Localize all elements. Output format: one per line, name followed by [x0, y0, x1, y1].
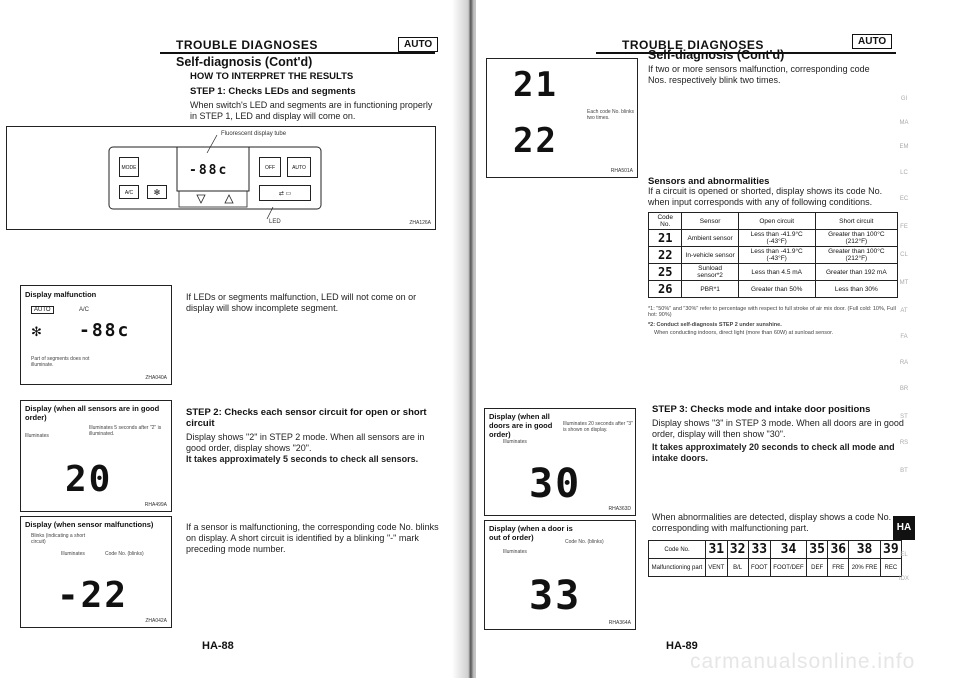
fan-icon: ✻ — [31, 324, 42, 339]
watermark: carmanualsonline.info — [690, 650, 916, 673]
left-auto-badge: AUTO — [398, 37, 438, 52]
index-ma: MA — [899, 120, 909, 126]
malfunction-segments: -88c — [79, 320, 131, 341]
door-code-table — [648, 540, 902, 577]
index-idx: IDX — [898, 576, 909, 582]
panel-display-segments: -88c — [189, 163, 229, 178]
table-row — [649, 264, 898, 281]
cell-code: 25 — [649, 264, 682, 281]
step2-bold: It takes approximately 5 seconds to check all sensors. — [186, 454, 419, 464]
blink-code-top: 21 — [513, 65, 558, 105]
sensor-ref: ZHA042A — [145, 618, 167, 624]
off-button: OFF — [259, 157, 281, 177]
map-part: FRE — [828, 559, 849, 577]
led-callout: LED — [269, 219, 281, 225]
footnote-2: When conducting indoors, direct light (more than 60W) at sunload sensor. — [654, 330, 834, 336]
map-code: 35 — [807, 541, 828, 559]
blink-codes-box — [486, 58, 638, 178]
index-ec: EC — [899, 196, 909, 202]
step3-bold: It takes approximately 20 seconds to check all mode and intake doors. — [652, 442, 895, 463]
footnote-2-bold: *2: Conduct self-diagnosis STEP 2 under sunshine. — [648, 322, 782, 328]
door-fault-callout-right: Code No. (blinks) — [565, 539, 604, 545]
door-fault-title: Display (when a door is out of order) — [489, 524, 573, 542]
col-short: Short circuit — [815, 213, 897, 230]
fluorescent-tube-callout: Fluorescent display tube — [221, 131, 287, 137]
sensor-malfunction-box — [20, 516, 172, 628]
index-lc: LC — [900, 170, 908, 176]
map-part: REC — [880, 559, 901, 577]
cell-sensor: Ambient sensor — [682, 230, 738, 247]
map-code: 38 — [849, 541, 880, 559]
map-code: 39 — [880, 541, 901, 559]
malfunction-box-title: Display malfunction — [25, 290, 97, 299]
left-page — [0, 0, 470, 678]
right-page-number: HA-89 — [666, 640, 698, 652]
cell-open: Less than -41.9°C (-43°F) — [738, 247, 815, 264]
left-header-title: TROUBLE DIAGNOSES — [176, 38, 318, 52]
map-part: B/L — [727, 559, 748, 577]
sensor-code-table — [648, 212, 898, 298]
left-section-title: Self-diagnosis (Cont'd) — [176, 55, 313, 69]
map-part: DEF — [807, 559, 828, 577]
figure1-ref: ZHA126A — [409, 220, 431, 226]
map-part: 20% FRE — [849, 559, 880, 577]
cell-open: Greater than 50% — [738, 281, 815, 298]
index-em: EM — [899, 144, 909, 150]
index-el: EL — [900, 552, 908, 558]
index-fa: FA — [900, 334, 908, 340]
sensor-box-title: Display (when sensor malfunctions) — [25, 520, 154, 529]
ha-section-tab: HA — [893, 516, 915, 540]
index-gi: GI — [900, 96, 908, 102]
blink-note: Each code No. blinks two times. — [587, 109, 634, 121]
sensor-callout-illum: Illuminates — [61, 551, 85, 557]
blink-ref: RHA501A — [610, 168, 633, 174]
step2-body: Display shows "2" in STEP 2 mode. When all sensors are in good order, display shows "20". — [186, 432, 425, 453]
index-br: BR — [899, 386, 909, 392]
doors-callout-right: Illuminates 20 seconds after "3" is shown on display. — [563, 421, 633, 433]
right-section-title: Self-diagnosis (Cont'd) — [648, 48, 785, 62]
control-panel-drawing — [7, 127, 437, 231]
auto-button: AUTO — [287, 157, 311, 177]
good-ref: RHA499A — [144, 502, 167, 508]
map-part: FOOT/DEF — [770, 559, 806, 577]
door-fault-code-display: 33 — [529, 573, 582, 619]
doors-ref: RHA363D — [608, 506, 631, 512]
left-page-number: HA-88 — [202, 640, 234, 652]
malfunction-ref: ZHA040A — [145, 375, 167, 381]
sensors-good-box — [20, 400, 172, 512]
map-code-label: Code No. — [649, 541, 706, 559]
index-rs: RS — [899, 440, 909, 446]
col-open: Open circuit — [738, 213, 815, 230]
mode-button: MODE — [119, 157, 139, 177]
table-row — [649, 281, 898, 298]
malfunction-ac-label: A/C — [79, 307, 90, 313]
cell-code: 22 — [649, 247, 682, 264]
map-code: 31 — [706, 541, 728, 559]
map-part: FOOT — [748, 559, 770, 577]
map-code: 36 — [828, 541, 849, 559]
index-mt: MT — [899, 280, 909, 286]
cell-code: 26 — [649, 281, 682, 298]
sensor-code-display: -22 — [57, 575, 129, 616]
door-fault-callout-left: Illuminates — [503, 549, 527, 555]
index-cl: CL — [900, 252, 908, 258]
index-ra: RA — [899, 360, 909, 366]
good-callout-left: Illuminates — [25, 433, 49, 439]
cell-code: 21 — [649, 230, 682, 247]
table-row — [649, 559, 902, 577]
right-intro: If two or more sensors malfunction, corresponding code Nos. respectively blink two times. — [648, 64, 870, 85]
cell-short: Greater than 100°C (212°F) — [815, 247, 897, 264]
map-part: VENT — [706, 559, 728, 577]
doors-good-box — [484, 408, 636, 516]
map-code: 32 — [727, 541, 748, 559]
ac-button: A/C — [119, 185, 139, 199]
map-code: 34 — [770, 541, 806, 559]
sensor-callout-blink: Blinks (indicating a short circuit) — [31, 533, 86, 545]
cell-sensor: In-vehicle sensor — [682, 247, 738, 264]
step2-title: STEP 2: Checks each sensor circuit for open or short circuit — [186, 407, 427, 429]
left-header-rule — [160, 52, 435, 54]
malfunction-text: If LEDs or segments malfunction, LED will not come on or display will show incomplete segment. — [186, 292, 417, 313]
sensors-title: Sensors and abnormalities — [648, 176, 770, 187]
step1-body: When switch's LED and segments are in functioning properly in STEP 1, LED and display will come on. — [190, 100, 433, 121]
malfunction-note: Part of segments does not illuminate. — [31, 356, 90, 368]
doors-code-display: 30 — [529, 461, 582, 507]
cell-sensor: Sunload sensor*2 — [682, 264, 738, 281]
index-at: AT — [900, 308, 908, 314]
good-callout-right: Illuminates 5 seconds after "2" is illuminated. — [89, 425, 162, 437]
right-page — [476, 0, 960, 678]
map-part-label: Malfunctioning part — [649, 559, 706, 577]
control-panel-figure — [6, 126, 436, 230]
table-row — [649, 247, 898, 264]
doors-box-title: Display (when all doors are in good order) — [489, 412, 553, 439]
good-code-display: 20 — [65, 459, 113, 500]
sensors-body: If a circuit is opened or shorted, display shows its code No. when input corresponds with any of following conditions. — [648, 186, 883, 207]
index-bt: BT — [900, 468, 908, 474]
fan-button: ✻ — [147, 185, 167, 199]
cell-open: Less than 4.5 mA — [738, 264, 815, 281]
right-header-title: TROUBLE DIAGNOSES — [622, 38, 764, 52]
index-st: ST — [900, 414, 908, 420]
doors-callout-left: Illuminates — [503, 439, 527, 445]
col-code: Code No. — [649, 213, 682, 230]
blink-code-bottom: 22 — [513, 121, 558, 161]
malfunction-auto-badge: AUTO — [31, 306, 54, 314]
step3-title: STEP 3: Checks mode and intake door positions — [652, 404, 871, 415]
col-sensor: Sensor — [682, 213, 738, 230]
good-box-title: Display (when all sensors are in good order) — [25, 404, 160, 422]
sensor-text: If a sensor is malfunctioning, the corresponding code No. blinks on display. A short circuit is identified by a blinking "-" mark preceding mode number. — [186, 522, 439, 554]
cell-open: Less than -41.9°C (-43°F) — [738, 230, 815, 247]
index-fe: FE — [900, 224, 908, 230]
door-fault-ref: RHA364A — [608, 620, 631, 626]
step1-title: STEP 1: Checks LEDs and segments — [190, 86, 356, 97]
recirc-button: ⇄ ▭ — [259, 185, 311, 201]
map-code: 33 — [748, 541, 770, 559]
left-subtitle: HOW TO INTERPRET THE RESULTS — [190, 71, 354, 82]
cell-short: Less than 30% — [815, 281, 897, 298]
step3-body: Display shows "3" in STEP 3 mode. When all doors are in good order, display will then show "30". — [652, 418, 904, 439]
abnormal-text: When abnormalities are detected, display shows a code No. corresponding with malfunctioning part. — [652, 512, 892, 533]
cell-short: Greater than 192 mA — [815, 264, 897, 281]
door-fault-box — [484, 520, 636, 630]
table-row — [649, 230, 898, 247]
display-malfunction-box — [20, 285, 172, 385]
cell-sensor: PBR*1 — [682, 281, 738, 298]
right-auto-badge: AUTO — [852, 34, 892, 49]
sensor-callout-code: Code No. (blinks) — [105, 551, 144, 557]
table-row — [649, 541, 902, 559]
footnote-1: *1: "50%" and "30%" refer to percentage with respect to full stroke of air mix door. (Full cold: 10%, Full hot: 90%) — [648, 306, 896, 318]
cell-short: Greater than 100°C (212°F) — [815, 230, 897, 247]
